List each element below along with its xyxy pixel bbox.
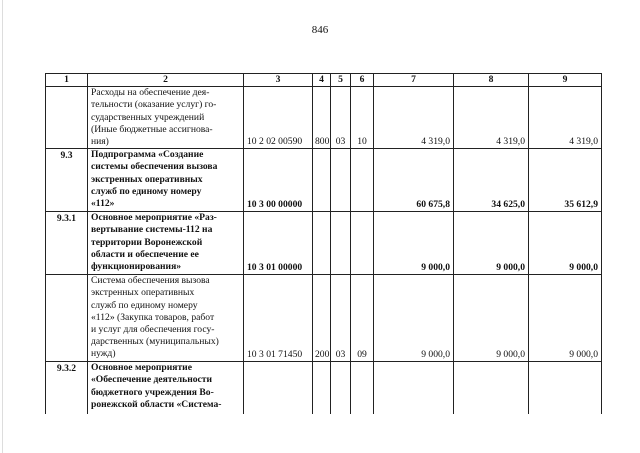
row-value-9 bbox=[529, 362, 602, 414]
budget-table-container bbox=[45, 73, 601, 414]
row-name-text: Расходы на обеспечение дея- тельности (оказание услуг) го- сударственных учреждений (Иные бюджетные ассигнова- ния) bbox=[91, 87, 217, 148]
row-col4: 800 bbox=[313, 87, 331, 149]
table-row bbox=[46, 87, 602, 149]
header-cell: 9 bbox=[529, 74, 602, 87]
row-col4 bbox=[313, 362, 331, 414]
row-value-7 bbox=[374, 362, 454, 414]
header-cell: 4 bbox=[313, 74, 331, 87]
row-col6 bbox=[351, 362, 374, 414]
row-value-7: 60 675,8 bbox=[374, 149, 454, 212]
row-value-7: 9 000,0 bbox=[374, 275, 454, 362]
page-number: 846 bbox=[311, 24, 329, 36]
scan-edge-line bbox=[2, 0, 3, 453]
row-number bbox=[46, 275, 88, 362]
header-cell: 7 bbox=[374, 74, 454, 87]
row-name-text: Система обеспечения вызова экстренных оперативных служб по единому номеру «112» (Закупка товаров, работ и услуг для обеспечения госу- дарственных (муниципальных) нужд) bbox=[91, 275, 219, 360]
row-number: 9.3.2 bbox=[46, 362, 88, 414]
row-value-9: 9 000,0 bbox=[529, 275, 602, 362]
row-name bbox=[88, 87, 244, 149]
row-value-8: 34 625,0 bbox=[454, 149, 529, 212]
header-cell: 2 bbox=[88, 74, 244, 87]
row-col5 bbox=[331, 149, 351, 212]
row-col5: 03 bbox=[331, 87, 351, 149]
header-cell: 1 bbox=[46, 74, 88, 87]
row-name-text: Основное мероприятие «Раз- вертывание системы-112 на территории Воронежской области и обеспечение ее функционирования» bbox=[91, 212, 217, 273]
row-name bbox=[88, 212, 244, 275]
row-code: 10 3 01 00000 bbox=[244, 212, 313, 275]
table-row bbox=[46, 275, 602, 362]
row-value-8 bbox=[454, 362, 529, 414]
row-name-text: Подпрограмма «Создание системы обеспечения вызова экстренных оперативных служб по единому номеру «112» bbox=[91, 149, 218, 210]
row-value-8: 9 000,0 bbox=[454, 275, 529, 362]
row-name-text: Основное мероприятие «Обеспечение деятельности бюджетного учреждения Во- ронежской области «Система- bbox=[91, 362, 222, 410]
row-col6: 09 bbox=[351, 275, 374, 362]
row-value-7: 4 319,0 bbox=[374, 87, 454, 149]
table-row bbox=[46, 362, 602, 414]
header-cell: 3 bbox=[244, 74, 313, 87]
row-col6 bbox=[351, 149, 374, 212]
row-value-9: 4 319,0 bbox=[529, 87, 602, 149]
row-value-9: 9 000,0 bbox=[529, 212, 602, 275]
row-name bbox=[88, 275, 244, 362]
row-col6 bbox=[351, 212, 374, 275]
row-code: 10 3 00 00000 bbox=[244, 149, 313, 212]
row-code bbox=[244, 362, 313, 414]
table-row bbox=[46, 212, 602, 275]
row-value-7: 9 000,0 bbox=[374, 212, 454, 275]
row-col4 bbox=[313, 212, 331, 275]
budget-table bbox=[45, 73, 602, 414]
row-value-8: 9 000,0 bbox=[454, 212, 529, 275]
row-col5: 03 bbox=[331, 275, 351, 362]
row-col5 bbox=[331, 362, 351, 414]
row-value-8: 4 319,0 bbox=[454, 87, 529, 149]
header-cell: 8 bbox=[454, 74, 529, 87]
row-code: 10 3 01 71450 bbox=[244, 275, 313, 362]
row-col4 bbox=[313, 149, 331, 212]
row-code: 10 2 02 00590 bbox=[244, 87, 313, 149]
row-number: 9.3.1 bbox=[46, 212, 88, 275]
row-col4: 200 bbox=[313, 275, 331, 362]
row-number bbox=[46, 87, 88, 149]
row-name bbox=[88, 149, 244, 212]
header-cell: 5 bbox=[331, 74, 351, 87]
row-col6: 10 bbox=[351, 87, 374, 149]
table-row bbox=[46, 149, 602, 212]
header-cell: 6 bbox=[351, 74, 374, 87]
row-col5 bbox=[331, 212, 351, 275]
row-value-9: 35 612,9 bbox=[529, 149, 602, 212]
header-row bbox=[46, 74, 602, 87]
row-number: 9.3 bbox=[46, 149, 88, 212]
row-name bbox=[88, 362, 244, 414]
